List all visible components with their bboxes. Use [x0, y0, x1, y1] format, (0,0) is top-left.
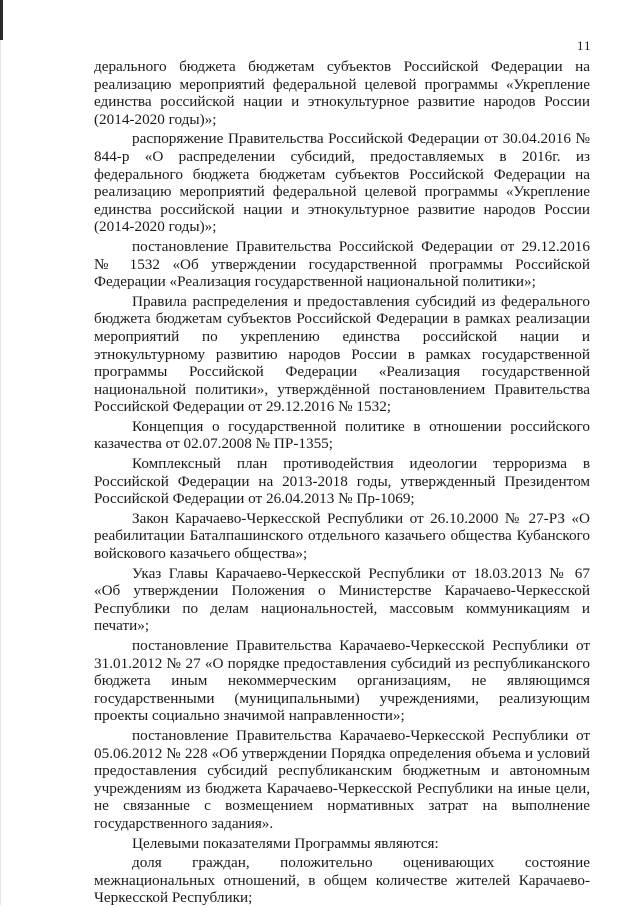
- paragraph: Правила распределения и предоставления субсидий из федерального бюджета бюджетам субъектов Российской Федерации в рамках реализации мероприятий по укреплению единства российской нации и этнокультурному развитию народов России в рамках государственной программы Российской Федерации «Реализация государственной национальной политики», утверждённой постановлением Правительства Российской Федерации от 29.12.2016 № 1532;: [94, 292, 590, 416]
- paragraph: Комплексный план противодействия идеологии терроризма в Российской Федерации на 2013-2018 годы, утвержденный Президентом Российской Федерации от 26.04.2013 № Пр-1069;: [94, 455, 590, 508]
- paragraph: постановление Правительства Карачаево-Черкесской Республики от 31.01.2012 № 27 «О порядке предоставления субсидий из республиканского бюджета иным некоммерческим организациям, не являющимся государственными (муниципальными) учреждениями, реализующим проекты социально значимой направленности»;: [94, 637, 590, 725]
- paragraph: доля граждан, положительно оценивающих состояние межнациональных отношений, в общем количестве жителей Карачаево-Черкесской Республики;: [94, 854, 590, 907]
- scan-shadow: [0, 0, 1, 905]
- paragraph: постановление Правительства Карачаево-Черкесской Республики от 05.06.2012 № 228 «Об утверждении Порядка определения объема и условий предоставления субсидий республиканским бюджетным и автономным учреждениям из бюджета Карачаево-Черкесской Республики на иные цели, не связанные с возмещением нормативных затрат на выполнение государственного задания».: [94, 726, 590, 832]
- scan-edge-mark: [0, 0, 3, 40]
- paragraph: распоряжение Правительства Российской Федерации от 30.04.2016 № 844-р «О распределении субсидий, предоставляемых в 2016г. из федерального бюджета бюджетам субъектов Российской Федерации на реализацию мероприятий федеральной целевой программы «Укрепление единства российской нации и этнокультурное развитие народов России (2014-2020 годы)»;: [94, 130, 590, 236]
- paragraph-heading: Целевыми показателями Программы являются:: [132, 834, 439, 852]
- paragraph: Закон Карачаево-Черкесской Республики от 26.10.2000 № 27-РЗ «О реабилитации Баталпашинского отдельного казачьего общества Кубанского войскового казачьего общества»;: [94, 509, 590, 563]
- page-number: 11: [577, 38, 592, 53]
- paragraph: Концепция о государственной политике в отношении российского казачества от 02.07.2008 № ПР-1355;: [94, 417, 590, 453]
- paragraph: Указ Главы Карачаево-Черкесской Республики от 18.03.2013 № 67 «Об утверждении Положения о Министерстве Карачаево-Черкесской Республики по делам национальностей, массовым коммуникациям и печати»;: [94, 564, 590, 635]
- paragraph: постановление Правительства Российской Федерации от 29.12.2016 № 1532 «Об утверждении государственной программы Российской Федерации «Реализация государственной национальной политики»;: [94, 237, 590, 291]
- paragraph-continuation: дерального бюджета бюджетам субъектов Российской Федерации на реализацию мероприятий федеральной целевой программы «Укрепление единства российской нации и этнокультурное развитие народов России (2014-2020 годы)»;: [94, 58, 590, 128]
- document-body: [94, 58, 590, 907]
